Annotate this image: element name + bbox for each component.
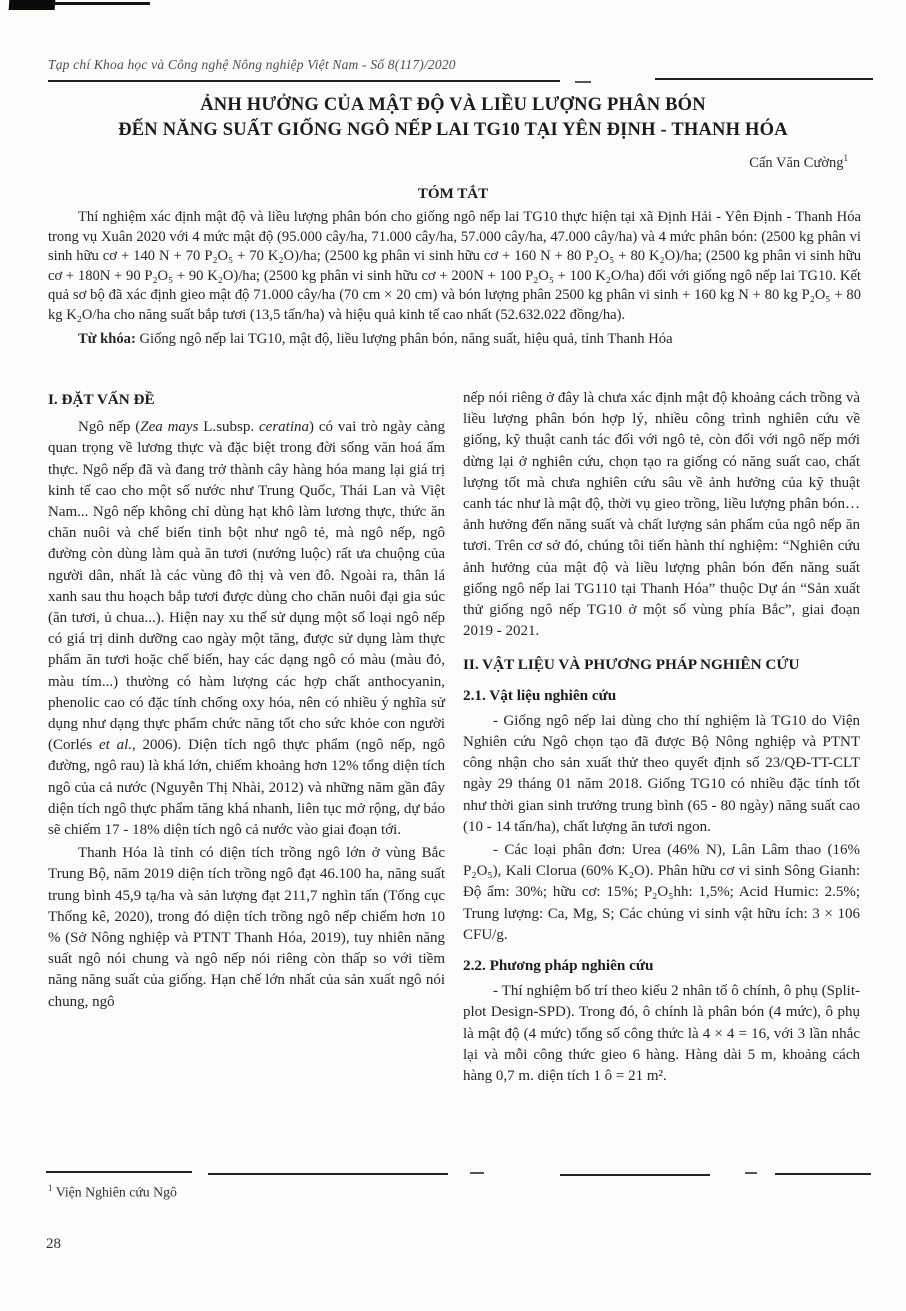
footnote — [48, 1183, 177, 1201]
author-affiliation-mark: 1 — [843, 153, 848, 163]
methods-paragraph-1: - Thí nghiệm bố trí theo kiểu 2 nhân tố ô chính, ô phụ (Split-plot Design-SPD). Trong đó, ô chính là phân bón (4 mức), ô phụ là mật độ (4 mức) tổng số công thức là 4 × 4 = 16, với 3 lần nhắc lại và mỗi công thức gieo 6 hàng. Hàng dài 5 m, khoảng cách hàng 0,7 m. diện tích 1 ô = 21 m². — [463, 983, 860, 1085]
header-rule-segment — [575, 81, 591, 83]
header-rule-segment — [48, 80, 560, 82]
footnote-text: Viện Nghiên cứu Ngô — [52, 1184, 177, 1200]
article-title-line2: ĐẾN NĂNG SUẤT GIỐNG NGÔ NẾP LAI TG10 TẠI YÊN ĐỊNH - THANH HÓA — [118, 120, 788, 140]
article-title-line1: ẢNH HƯỞNG CỦA MẬT ĐỘ VÀ LIỀU LƯỢNG PHÂN BÓN — [200, 95, 706, 115]
author-name: Cấn Văn Cường — [749, 154, 844, 171]
footnote-rule-segment — [46, 1171, 192, 1173]
right-column — [463, 388, 860, 1089]
footnote-rule-segment — [208, 1173, 448, 1175]
footnote-rule-segment — [560, 1174, 710, 1176]
abstract-text: Thí nghiệm xác định mật độ và liều lượng phân bón cho giống ngô nếp lai TG10 thực hiện tại xã Định Hải - Yên Định - Thanh Hóa trong vụ Xuân 2020 với 4 mức mật độ (95.000 cây/ha, 71.000 cây/ha, 57.000 cây/ha, 47.000 cây/ha) và 4 mức phân bón: (2500 kg phân vi sinh hữu cơ + 140 N + 70 P₂O₅ + 70 K₂O)/ha; (2500 kg phân vi sinh hữu cơ + 160 N + 80 P₂O₅ + 80 K₂O)/ha; (2500 kg phân vi sinh hữu cơ + 180N + 90 P₂O₅ + 90 K₂O)/ha; (2500 kg phân vi sinh hữu cơ + 200N + 100 P₂O₅ + 100 K₂O/ha) đối với giống ngô nếp lai TG10. Kết quả sơ bộ đã xác định gieo mật độ 71.000 cây/ha (70 cm × 20 cm) và bón lượng phân 2500 kg phân vi sinh + 160 kg N + 80 kg P₂O₅ + 80 kg K₂O/ha cho năng suất bắp tươi (13,5 tấn/ha) và hiệu quả kinh tế cao nhất (52.632.022 đồng/ha). — [48, 209, 861, 323]
article-title — [48, 93, 858, 143]
section-2-1-heading: 2.1. Vật liệu nghiên cứu — [463, 686, 617, 704]
scan-artifact-mark — [9, 0, 56, 10]
footnote-mark: 1 — [48, 1183, 53, 1193]
page-number: 28 — [46, 1236, 61, 1252]
materials-paragraph-2: - Các loại phân đơn: Urea (46% N), Lân Lâm thao (16% P₂O₅), Kali Clorua (60% K₂O). Phân hữu cơ vi sinh Sông Gianh: Độ ẩm: 30%; hữu cơ: 15%; P₂O₅hh: 1,5%; Acid Humic: 2.5%; Trung lượng: Ca, Mg, S; Các chủng vi sinh vật hữu ích: 3 × 106 CFU/g. — [463, 842, 860, 943]
intro-paragraph-continued: nếp nói riêng ở đây là chưa xác định mật độ khoảng cách trồng và liều lượng phân bón hợp lý, nhiều công trình nghiên cứu về giống, kỹ thuật canh tác đối với ngô tẻ, còn đối với ngô nếp mới dừng lại ở nghiên cứu, chọn tạo ra giống có năng suất cao, chất lượng tốt mà chưa nghiên cứu sâu về ảnh hưởng của kỹ thuật canh tác như là mật độ, thời vụ gieo trồng, liều lượng phân bón… ảnh hưởng đến năng suất và chất lượng sản phẩm của ngô nếp ăn tươi. Trên cơ sở đó, chúng tôi tiến hành thí nghiệm: “Nghiên cứu ảnh hưởng của mật độ và liều lượng phân bón đến năng suất giống ngô nếp lai TG110 tại Thanh Hóa” thuộc Dự án “Sản xuất thử giống ngô nếp TG10 ở một số vùng phía Bắc”, giai đoạn 2019 - 2021. — [463, 390, 860, 640]
footnote-rule-segment — [470, 1172, 484, 1174]
intro-paragraph-2: Thanh Hóa là tỉnh có diện tích trồng ngô lớn ở vùng Bắc Trung Bộ, năm 2019 diện tích trồng ngô đạt 46.100 ha, năng suất trung bình 45,9 tạ/ha và sản lượng đạt 211,7 nghìn tấn (Tổng cục Thống kê, 2020), trong đó diện tích trồng ngô nếp chiếm hơn 10 % (Sở Nông nghiệp và PTNT Thanh Hóa, 2019), tuy nhiên năng suất ngô nói chung và ngô nếp nói riêng còn thấp so với tiềm năng năng suất của giống. Hạn chế lớn nhất của sản xuất ngô nói chung, ngô — [48, 845, 445, 1010]
keywords-line — [48, 330, 861, 350]
keywords-label: Từ khóa: — [78, 330, 136, 347]
header-rule-segment — [655, 78, 873, 80]
abstract-heading: TÓM TẮT — [417, 186, 489, 202]
journal-header: Tạp chí Khoa học và Công nghệ Nông nghiệp Việt Nam - Số 8(117)/2020 — [48, 57, 456, 72]
section-2-heading: II. VẬT LIỆU VÀ PHƯƠNG PHÁP NGHIÊN CỨU — [463, 656, 800, 674]
keywords-text: Giống ngô nếp lai TG10, mật độ, liều lượng phân bón, năng suất, hiệu quả, tỉnh Thanh Hóa — [135, 330, 673, 347]
intro-paragraph-1: Ngô nếp (Zea mays L.subsp. ceratina) có vai trò ngày càng quan trọng về lương thực và đặc biệt trong đời sống văn hoá ẩm thực. Ngô nếp đã và đang trở thành cây hàng hóa mang lại giá trị kinh tế cao cho một số nước như Trung Quốc, Thái Lan và Việt Nam... Ngô nếp không chỉ dùng hạt khô làm lương thực, thức ăn chăn nuôi và chế biến tinh bột như ngô tẻ, mà ngô nếp, ngô đường còn dùng làm quà ăn tươi (nướng luộc) rất ưa chuộng của người dân, nhất là các vùng đô thị và ven đô. Ngoài ra, thân lá xanh sau thu hoạch bắp tươi được dùng cho chăn nuôi đại gia súc (ăn tươi, ủ chua...). Hiện nay xu thế sử dụng một số loại ngô nếp có giá trị dinh dưỡng cao ngày một tăng, được sử dụng làm thực phẩm ăn tươi hoặc chế biến, hay các dạng ngô có màu (màu đỏ, màu tím...) thường có hàm lượng các hợp chất anthocyanin, phenolic cao có đặc tính chống oxy hóa, nên có nhiều ý nghĩa sử dụng như dạng thực phẩm chức năng tốt cho sức khỏe con người (Corlés et al., 2006). Diện tích ngô thực phẩm (ngô nếp, ngô đường, ngô rau) là khá lớn, chiếm khoảng hơn 12% tổng diện tích ngô của cả nước (Nguyễn Thị Nhài, 2012) và những năm gần đây diện tích ngô thực phẩm tăng khá nhanh, liên tục mở rộng, dự báo sẽ chiếm 17 - 18% diện tích ngô cả nước vào giai đoạn tới. — [48, 419, 445, 839]
scan-artifact-line — [52, 2, 150, 5]
footnote-rule-segment — [745, 1172, 757, 1174]
body-columns — [48, 388, 860, 1089]
section-1-heading: I. ĐẶT VẤN ĐỀ — [48, 391, 155, 408]
section-2-2-heading: 2.2. Phương pháp nghiên cứu — [463, 957, 654, 975]
author — [48, 153, 848, 172]
abstract-block — [48, 208, 861, 349]
footnote-rule-segment — [775, 1173, 871, 1175]
materials-paragraph-1: - Giống ngô nếp lai dùng cho thí nghiệm là TG10 do Viện Nghiên cứu Ngô chọn tạo đã được Bộ Nông nghiệp và PTNT công nhận cho sản xuất thử theo quyết định số 23/QĐ-TT-CLT ngày 29 tháng 01 năm 2018. Giống TG10 có nhiều đặc tính tốt như thời gian sinh trưởng trung bình (65 - 80 ngày) năng suất cao (10 - 14 tấn/ha), chất lượng ăn tươi ngon. — [463, 712, 860, 835]
left-column — [48, 388, 445, 1089]
